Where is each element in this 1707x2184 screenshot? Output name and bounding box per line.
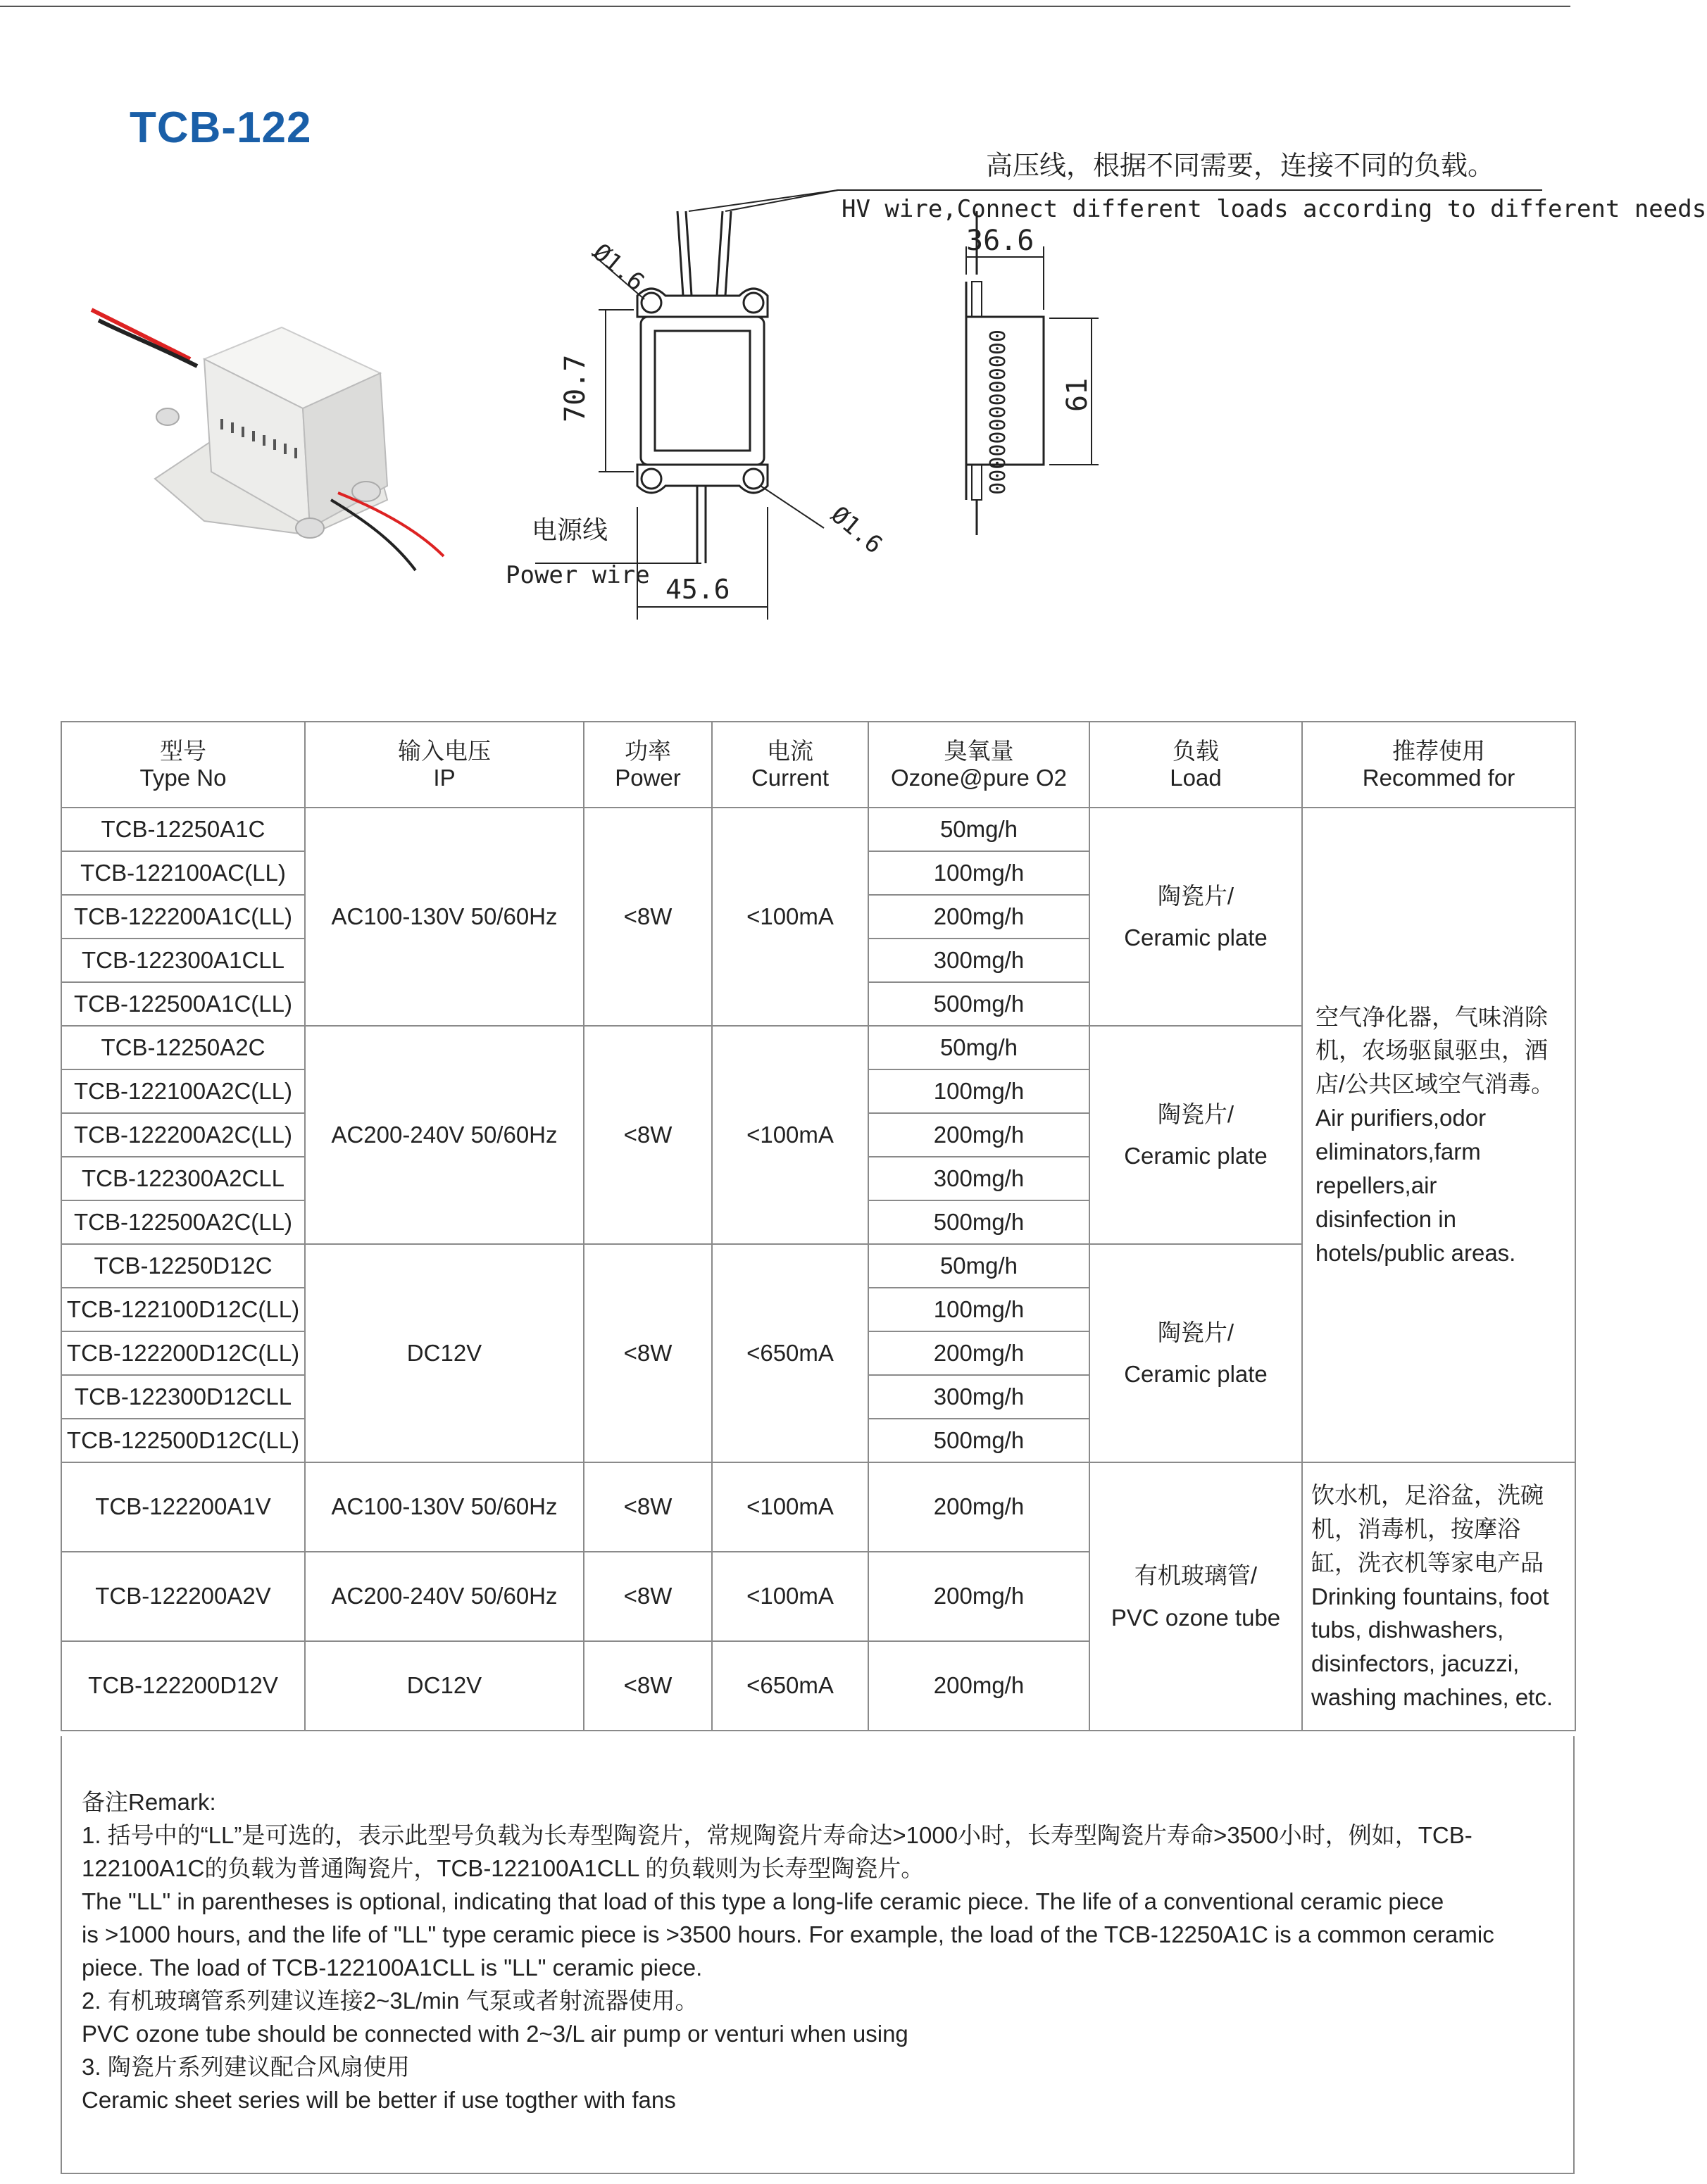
power-cell: <8W: [584, 1244, 712, 1462]
model-cell: TCB-122200A2V: [61, 1552, 305, 1641]
header-type: 型号 Type No: [61, 722, 305, 808]
header-load: 负载 Load: [1089, 722, 1302, 808]
header-recommend: 推荐使用 Recommed for: [1302, 722, 1575, 808]
remark-text: [82, 1786, 1546, 2116]
model-cell: TCB-122200D12C(LL): [61, 1331, 305, 1375]
remark-line: is >1000 hours, and the life of "LL" type ceramic piece is >3500 hours. For example, the load of the TCB-12250A1C is a common ceramic: [82, 1921, 1494, 1947]
product-title: TCB-122: [130, 103, 312, 152]
ozone-cell: 50mg/h: [868, 1244, 1089, 1288]
current-cell: <650mA: [712, 1641, 868, 1731]
model-cell: TCB-122100D12C(LL): [61, 1288, 305, 1331]
power-cell: <8W: [584, 1026, 712, 1244]
remark-box: [61, 1736, 1575, 2174]
voltage-cell: AC100-130V 50/60Hz: [305, 808, 584, 1026]
load-cell: 有机玻璃管/ PVC ozone tube: [1089, 1462, 1302, 1731]
current-cell: <650mA: [712, 1244, 868, 1462]
ozone-cell: 50mg/h: [868, 1026, 1089, 1069]
ozone-cell: 300mg/h: [868, 939, 1089, 982]
model-cell: TCB-122200A1V: [61, 1462, 305, 1552]
ozone-cell: 500mg/h: [868, 1419, 1089, 1462]
remark-line: 122100A1C的负载为普通陶瓷片，TCB-122100A1CLL 的负载则为长寿型陶瓷片。: [82, 1855, 925, 1881]
model-cell: TCB-122200A1C(LL): [61, 895, 305, 939]
remark-line: 2. 有机玻璃管系列建议连接2~3L/min 气泵或者射流器使用。: [82, 1988, 699, 2014]
voltage-cell: AC100-130V 50/60Hz: [305, 1462, 584, 1552]
diameter-bottom-label: Ø1.6: [825, 501, 888, 560]
ozone-cell: 200mg/h: [868, 1641, 1089, 1731]
depth-dimension: 36.6: [966, 225, 1034, 257]
ozone-cell: 200mg/h: [868, 1331, 1089, 1375]
hv-wire-cn: 高压线，根据不同需要，连接不同的负载。: [986, 150, 1495, 181]
load-cell: 陶瓷片/ Ceramic plate: [1089, 1026, 1302, 1244]
remark-line: 1. 括号中的“LL”是可选的，表示此型号负载为长寿型陶瓷片，常规陶瓷片寿命达>1000小时，长寿型陶瓷片寿命>3500小时，例如，TCB-: [82, 1822, 1472, 1848]
top-rule: [0, 6, 1570, 7]
model-cell: TCB-122500A2C(LL): [61, 1200, 305, 1244]
header-current: 电流 Current: [712, 722, 868, 808]
load-cell: 陶瓷片/ Ceramic plate: [1089, 1244, 1302, 1462]
table-header-row: [61, 722, 1575, 808]
header-voltage: 输入电压 IP: [305, 722, 584, 808]
model-cell: TCB-122100A2C(LL): [61, 1069, 305, 1113]
load-cell: 陶瓷片/ Ceramic plate: [1089, 808, 1302, 1026]
diameter-top-label: Ø1.6: [587, 238, 650, 297]
table-row: [61, 1462, 1575, 1552]
model-cell: TCB-122200A2C(LL): [61, 1113, 305, 1157]
remark-line: Ceramic sheet series will be better if use togther with fans: [82, 2087, 676, 2113]
model-cell: TCB-122300A1CLL: [61, 939, 305, 982]
remark-line: 3. 陶瓷片系列建议配合风扇使用: [82, 2054, 410, 2080]
hv-wire-en: HV wire,Connect different loads according to different needs: [842, 195, 1707, 223]
ozone-cell: 100mg/h: [868, 851, 1089, 895]
recommend-cell: 饮水机，足浴盆，洗碗 机，消毒机，按摩浴 缸，洗衣机等家电产品 Drinking fountains, foot tubs, dishwashers, disinfectors, jacuzzi, washing machines, etc.: [1302, 1462, 1575, 1731]
power-cell: <8W: [584, 1462, 712, 1552]
model-cell: TCB-122300D12CLL: [61, 1375, 305, 1419]
technical-drawing: [493, 134, 1707, 634]
ozone-cell: 50mg/h: [868, 808, 1089, 851]
current-cell: <100mA: [712, 808, 868, 1026]
ozone-cell: 200mg/h: [868, 1113, 1089, 1157]
model-cell: TCB-122100AC(LL): [61, 851, 305, 895]
ozone-cell: 500mg/h: [868, 1200, 1089, 1244]
model-cell: TCB-122500A1C(LL): [61, 982, 305, 1026]
remark-line: The "LL" in parentheses is optional, indicating that load of this type a long-life ceramic piece. The life of a conventional ceramic piece: [82, 1888, 1444, 1914]
model-cell: TCB-122300A2CLL: [61, 1157, 305, 1200]
model-cell: TCB-12250A2C: [61, 1026, 305, 1069]
header-ozone: 臭氧量 Ozone@pure O2: [868, 722, 1089, 808]
model-cell: TCB-12250D12C: [61, 1244, 305, 1288]
current-cell: <100mA: [712, 1462, 868, 1552]
side-vent-slots: 0000000000000: [984, 330, 1008, 495]
model-cell: TCB-122200D12V: [61, 1641, 305, 1731]
side-height-dimension: 61: [1061, 377, 1094, 412]
voltage-cell: DC12V: [305, 1641, 584, 1731]
power-wire-en: Power wire: [506, 561, 650, 589]
power-cell: <8W: [584, 1641, 712, 1731]
power-cell: <8W: [584, 1552, 712, 1641]
remark-heading: 备注Remark:: [82, 1789, 216, 1815]
ozone-cell: 200mg/h: [868, 895, 1089, 939]
height-dimension: 70.7: [559, 354, 592, 422]
current-cell: <100mA: [712, 1026, 868, 1244]
voltage-cell: AC200-240V 50/60Hz: [305, 1552, 584, 1641]
ozone-cell: 100mg/h: [868, 1288, 1089, 1331]
spec-table: [61, 721, 1576, 1731]
voltage-cell: AC200-240V 50/60Hz: [305, 1026, 584, 1244]
product-photo: [77, 296, 472, 577]
current-cell: <100mA: [712, 1552, 868, 1641]
ozone-cell: 300mg/h: [868, 1375, 1089, 1419]
power-wire-cn: 电源线: [532, 516, 608, 545]
ozone-cell: 500mg/h: [868, 982, 1089, 1026]
voltage-cell: DC12V: [305, 1244, 584, 1462]
ozone-cell: 100mg/h: [868, 1069, 1089, 1113]
ozone-cell: 200mg/h: [868, 1552, 1089, 1641]
table-row: [61, 808, 1575, 851]
power-cell: <8W: [584, 808, 712, 1026]
remark-line: PVC ozone tube should be connected with 2~3/L air pump or venturi when using: [82, 2021, 908, 2047]
model-cell: TCB-122500D12C(LL): [61, 1419, 305, 1462]
model-cell: TCB-12250A1C: [61, 808, 305, 851]
width-dimension: 45.6: [665, 574, 730, 605]
remark-line: piece. The load of TCB-122100A1CLL is "LL" ceramic piece.: [82, 1954, 703, 1981]
ozone-cell: 300mg/h: [868, 1157, 1089, 1200]
ozone-cell: 200mg/h: [868, 1462, 1089, 1552]
recommend-cell: 空气净化器，气味消除 机，农场驱鼠驱虫，酒 店/公共区域空气消毒。 Air purifiers,odor eliminators,farm repellers,air disinfection in hotels/public areas.: [1302, 808, 1575, 1462]
header-power: 功率 Power: [584, 722, 712, 808]
